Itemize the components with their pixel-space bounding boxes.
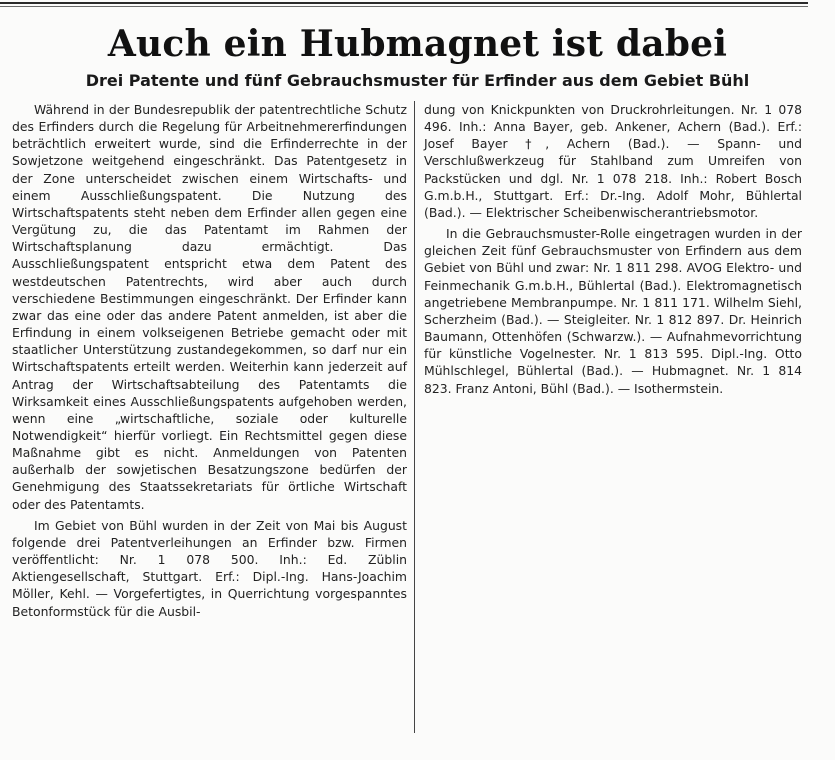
paragraph: dung von Knickpunkten von Druckrohrleitungen. Nr. 1 078 496. Inh.: Anna Bayer, geb. Ankener, Achern (Bad.). Erf.: Josef Bayer †, Achern (Bad.). — Spann- und Verschlußwerkzeug für Stahlband zum Umreifen von Packstücken und dgl. Nr. 1 078 218. Inh.: Robert Bosch G.m.b.H., Stuttgart. Erf.: Dr.-Ing. Adolf Mohr, Bühlertal (Bad.). — Elektrischer Scheibenwischerantriebsmotor. bbox=[424, 102, 802, 220]
subheadline: Drei Patente und fünf Gebrauchsmuster für Erfinder aus dem Gebiet Bühl bbox=[85, 71, 750, 90]
column-right bbox=[424, 101, 802, 401]
paragraph: In die Gebrauchsmuster-Rolle eingetragen wurden in der gleichen Zeit fünf Gebrauchsmuster von Erfindern aus dem Gebiet von Bühl und zwar: Nr. 1 811 298. AVOG Elektro- und Feinmechanik G.m.b.H., Bühlertal (Bad.). Elektromagnetisch angetriebene Membranpumpe. Nr. 1 811 171. Wilhelm Siehl, Scherzheim (Bad.). — Steigleiter. Nr. 1 812 897. Dr. Heinrich Baumann, Ottenhöfen (Schwarzw.). — Aufnahmevorrichtung für künstliche Vogelnester. Nr. 1 813 595. Dipl.-Ing. Otto Mühlschlegel, Bühlertal (Bad.). — Hubmagnet. Nr. 1 814 823. Franz Antoni, Bühl (Bad.). — Isothermstein. bbox=[424, 226, 802, 396]
column-divider bbox=[414, 101, 415, 733]
paragraph: Im Gebiet von Bühl wurden in der Zeit von Mai bis August folgende drei Patentverleihungen an Erfinder bzw. Firmen veröffentlicht: Nr. 1 078 500. Inh.: Ed. Züblin Aktiengesellschaft, Stuttgart. Erf.: Dipl.-Ing. Hans-Joachim Möller, Kehl. — Vorgefertigtes, in Querrichtung vorgespanntes Betonformstück für die Ausbil- bbox=[12, 517, 407, 619]
top-rule-thin bbox=[0, 6, 808, 7]
headline: Auch ein Hubmagnet ist dabei bbox=[107, 23, 728, 65]
paragraph: Während in der Bundesrepublik der patentrechtliche Schutz des Erfinders durch die Regelung für Arbeitnehmererfindungen beträchtlich erweitert wurde, sind die Erfinderrechte in der Sowjetzone weitgehend eingeschränkt. Das Patentgesetz in der Zone unterscheidet zwischen einem Wirtschafts- und einem Ausschließungspatent. Die Nutzung des Wirtschaftspatents steht neben dem Erfinder allen gegen eine Vergütung zu, die das Patentamt im Rahmen der Wirtschaftsplanung dazu ermächtigt. Das Ausschließungspatent entspricht etwa dem Patent des westdeutschen Patentrechts, wird aber auch durch verschiedene Bestimmungen eingeschränkt. Der Erfinder kann zwar das eine oder das andere Patent anmelden, ist aber die Erfindung in einem volkseigenen Betriebe gemacht oder mit staatlicher Unterstützung zustandegekommen, so darf nur ein Wirtschaftspatents erteilt werden. Weiterhin kann jederzeit auf Antrag der Wirtschaftsabteilung des Patentamts die Wirksamkeit eines Ausschließungspatents aufgehoben werden, wenn eine „wirtschaftliche, soziale oder kulturelle Notwendigkeit“ hierfür vorliegt. Ein Rechtsmittel gegen diese Maßnahme gibt es nicht. Anmeldungen von Patenten außerhalb der sowjetischen Besatzungszone bedürfen der Genehmigung des Staatssekretariats für örtliche Wirtschaft oder des Patentamts. bbox=[12, 102, 407, 512]
column-left bbox=[12, 101, 407, 624]
top-rule bbox=[0, 2, 808, 4]
